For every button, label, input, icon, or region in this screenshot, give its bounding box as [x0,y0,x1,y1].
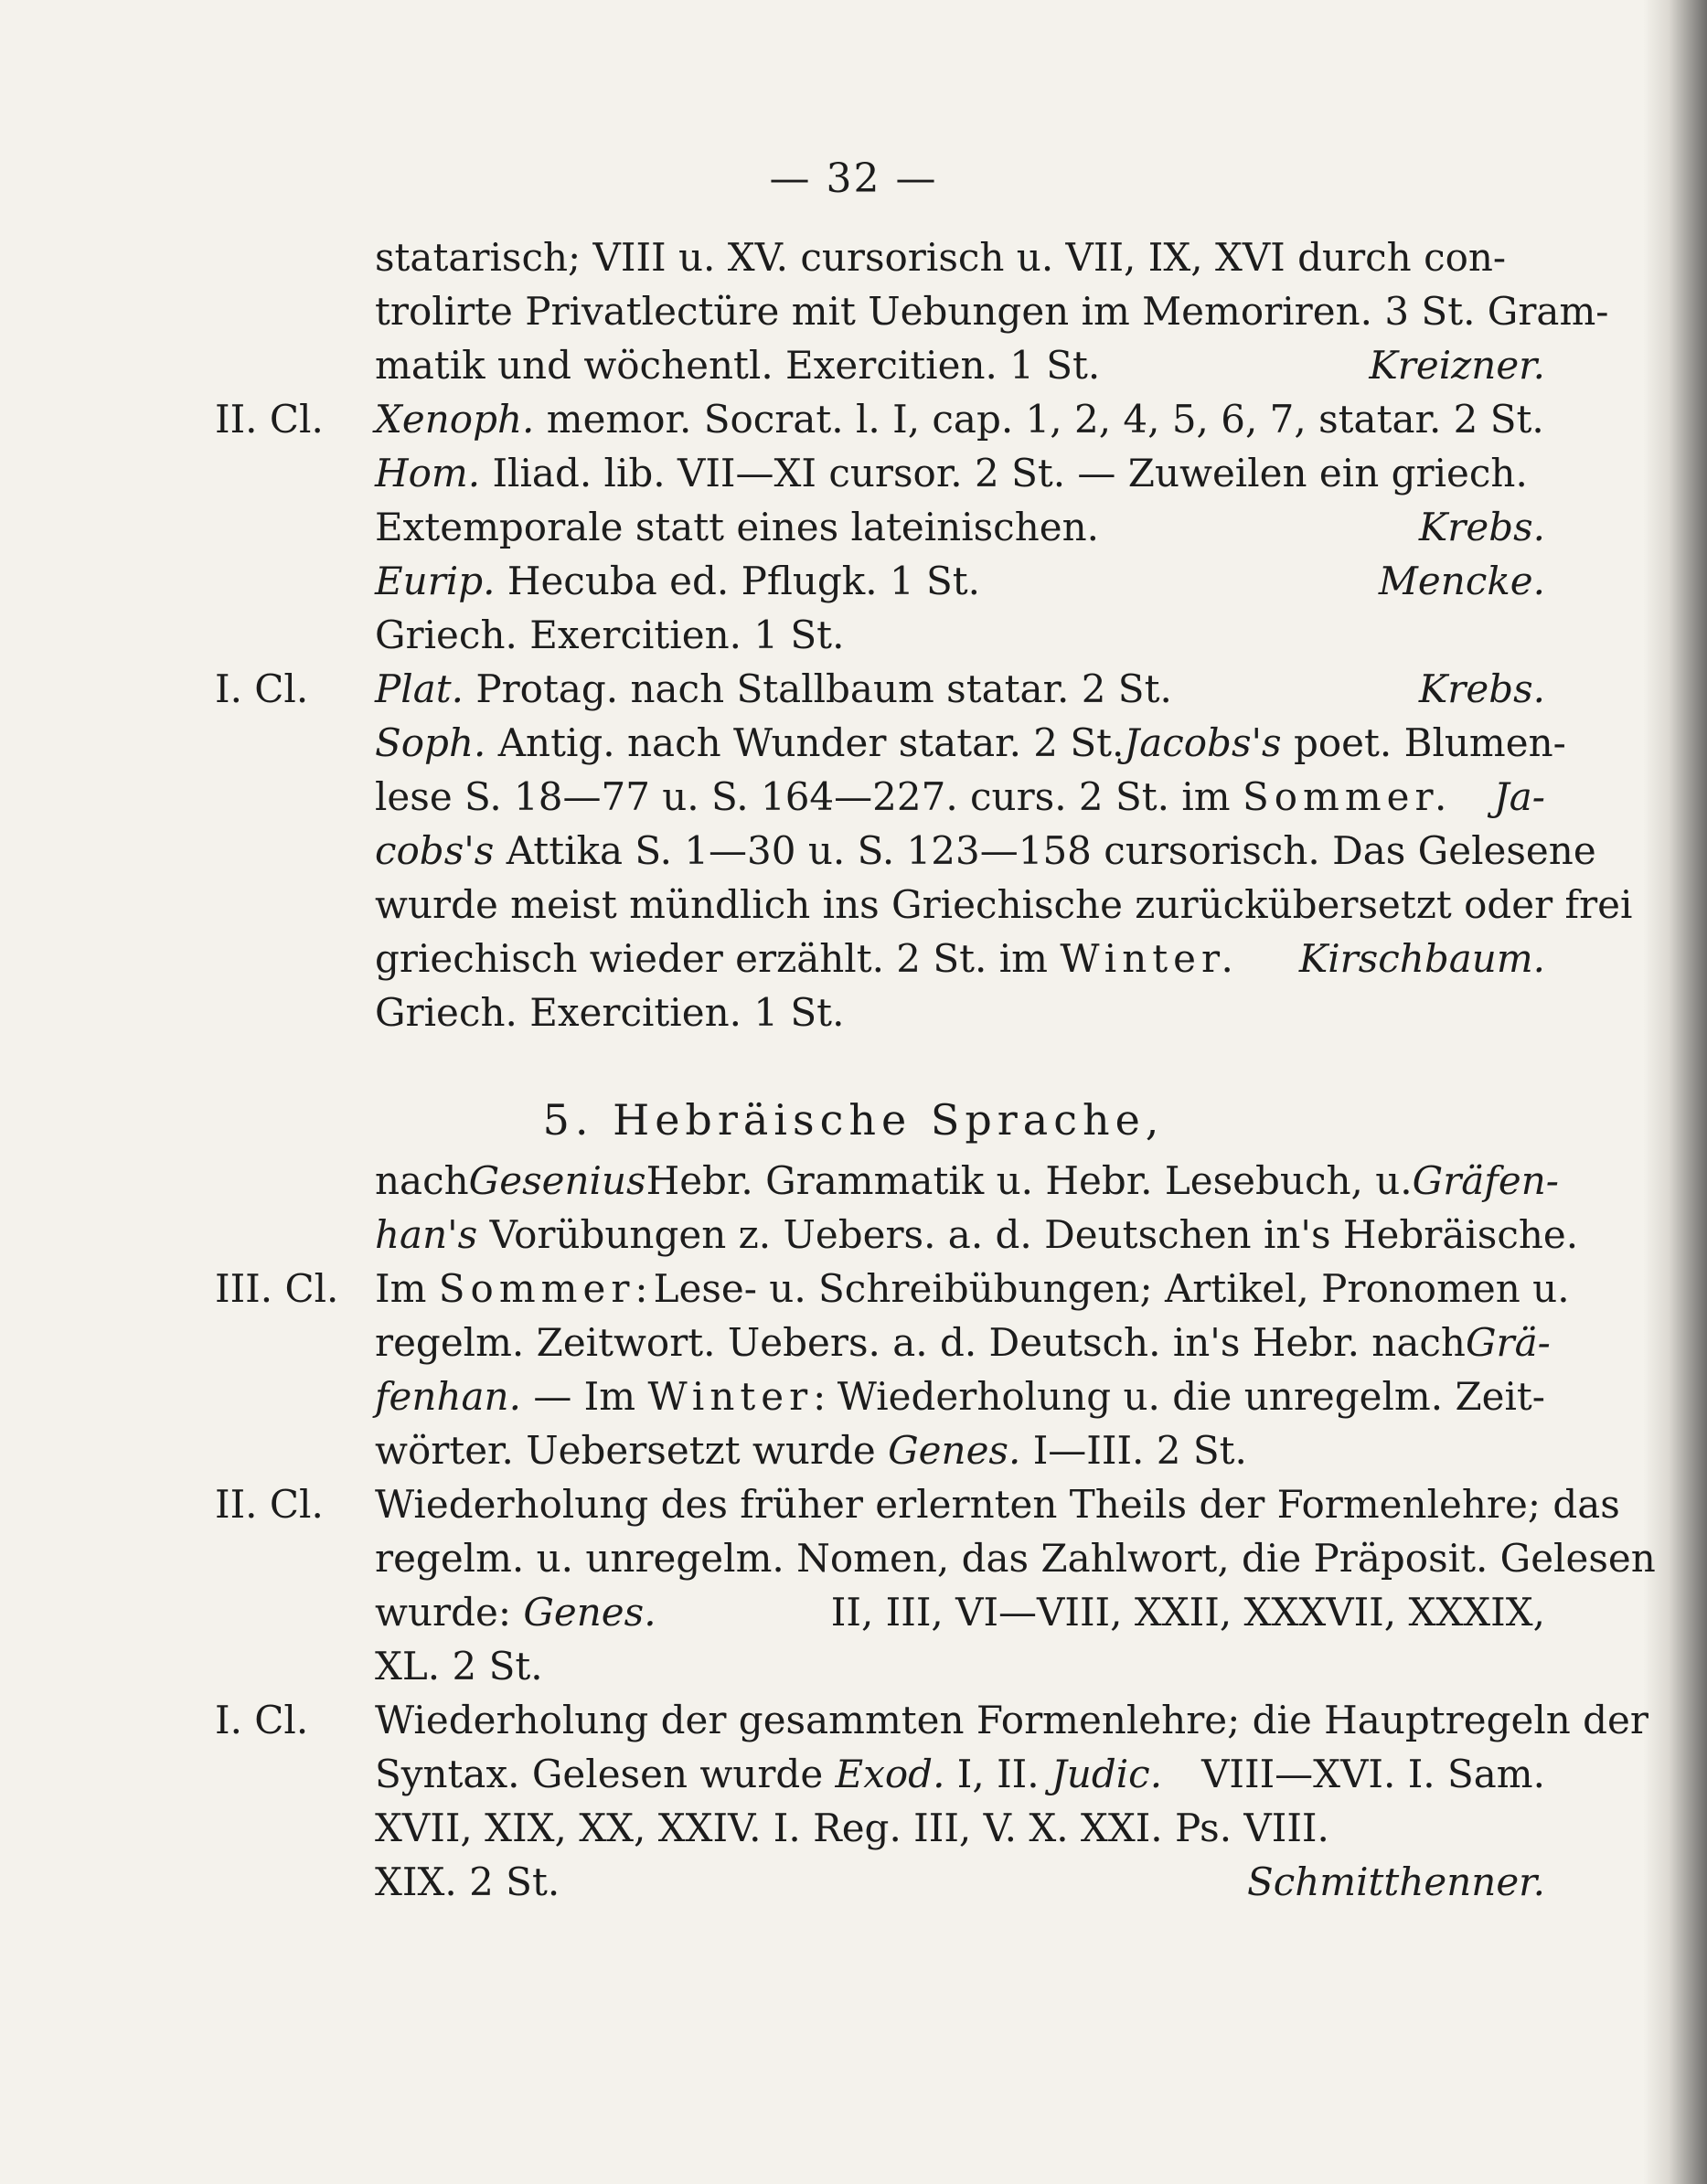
text-line: Soph. Antig. nach Wunder statar. 2 St. Jacobs's poet. Blumen- [375,720,1566,765]
class-label: I. Cl. [215,666,309,711]
class-label: II. Cl. [215,1482,324,1527]
teacher-name: Kirschbaum. [1298,936,1545,981]
text-line: Syntax. Gelesen wurde Exod. I, II. Judic. VIII—XVI. I. Sam. [375,1752,1545,1796]
text-line: han's Vorübungen z. Uebers. a. d. Deutschen in's Hebräische. [375,1212,1579,1257]
text-line: XIX. 2 St. Schmitthenner. [375,1855,1545,1910]
text-line: XVII, XIX, XX, XXIV. I. Reg. III, V. X. XXI. Ps. VIII. [375,1806,1329,1850]
text-line: regelm. u. unregelm. Nomen, das Zahlwort, die Präposit. Gelesen [375,1536,1656,1581]
text-line: fenhan. — Im Winter: Wiederholung u. die unregelm. Zeit- [375,1374,1545,1419]
text-line: XL. 2 St. [375,1644,543,1689]
class-label: III. Cl. [215,1266,339,1311]
text-line: matik und wöchentl. Exercitien. 1 St. Kreizner. [375,338,1545,393]
text-line: Plat. Protag. nach Stallbaum statar. 2 St. Krebs. [375,662,1545,717]
text-line: Griech. Exercitien. 1 St. [375,613,845,657]
teacher-name: Schmitthenner. [1246,1859,1545,1904]
text-line: Extemporale statt eines lateinischen. Krebs. [375,500,1545,555]
text-line: lese S. 18—77 u. S. 164—227. curs. 2 St. im Sommer. Ja- [375,774,1545,819]
class-label: I. Cl. [215,1698,309,1742]
text-line: cobs's Attika S. 1—30 u. S. 123—158 cursorisch. Das Gelesene [375,828,1596,873]
text-line: Hom. Iliad. lib. VII—XI cursor. 2 St. — Zuweilen ein griech. [375,451,1528,495]
text-line: Wiederholung der gesammten Formenlehre; die Hauptregeln der [375,1698,1648,1742]
text-line: regelm. Zeitwort. Uebers. a. d. Deutsch. in's Hebr. nach Grä- [375,1320,1551,1365]
teacher-name: Krebs. [1418,505,1545,549]
text-line: wörter. Uebersetzt wurde Genes. I—III. 2 St. [375,1428,1247,1473]
text-line: Wiederholung des früher erlernten Theils der Formenlehre; das [375,1482,1620,1527]
text-line: trolirte Privatlectüre mit Uebungen im Memoriren. 3 St. Gram- [375,289,1609,334]
text-line: wurde meist mündlich ins Griechische zurückübersetzt oder frei [375,882,1633,927]
text-line: wurde: Genes. II, III, VI—VIII, XXII, XXXVII, XXXIX, [375,1590,1545,1635]
text-line: nach Gesenius Hebr. Grammatik u. Hebr. Lesebuch, u. Gräfen- [375,1158,1559,1203]
text-line: Im Sommer: Lese- u. Schreibübungen; Artikel, Pronomen u. [375,1266,1570,1311]
page-number: — 32 — [769,155,938,202]
teacher-name: Kreizner. [1369,343,1545,388]
teacher-name: Mencke. [1378,559,1545,603]
text-line: Griech. Exercitien. 1 St. [375,990,845,1035]
class-label: II. Cl. [215,397,324,442]
text-line: statarisch; VIII u. XV. cursorisch u. VII, IX, XVI durch con- [375,235,1507,280]
text-line: griechisch wieder erzählt. 2 St. im Winter. Kirschbaum. [375,932,1545,986]
text-line: Eurip. Hecuba ed. Pflugk. 1 St. Mencke. [375,554,1545,609]
section-heading: 5. Hebräische Sprache, [542,1095,1165,1145]
text-line: Xenoph. memor. Socrat. l. I, cap. 1, 2, 4, 5, 6, 7, statar. 2 St. [375,397,1544,442]
teacher-name: Krebs. [1418,666,1545,711]
